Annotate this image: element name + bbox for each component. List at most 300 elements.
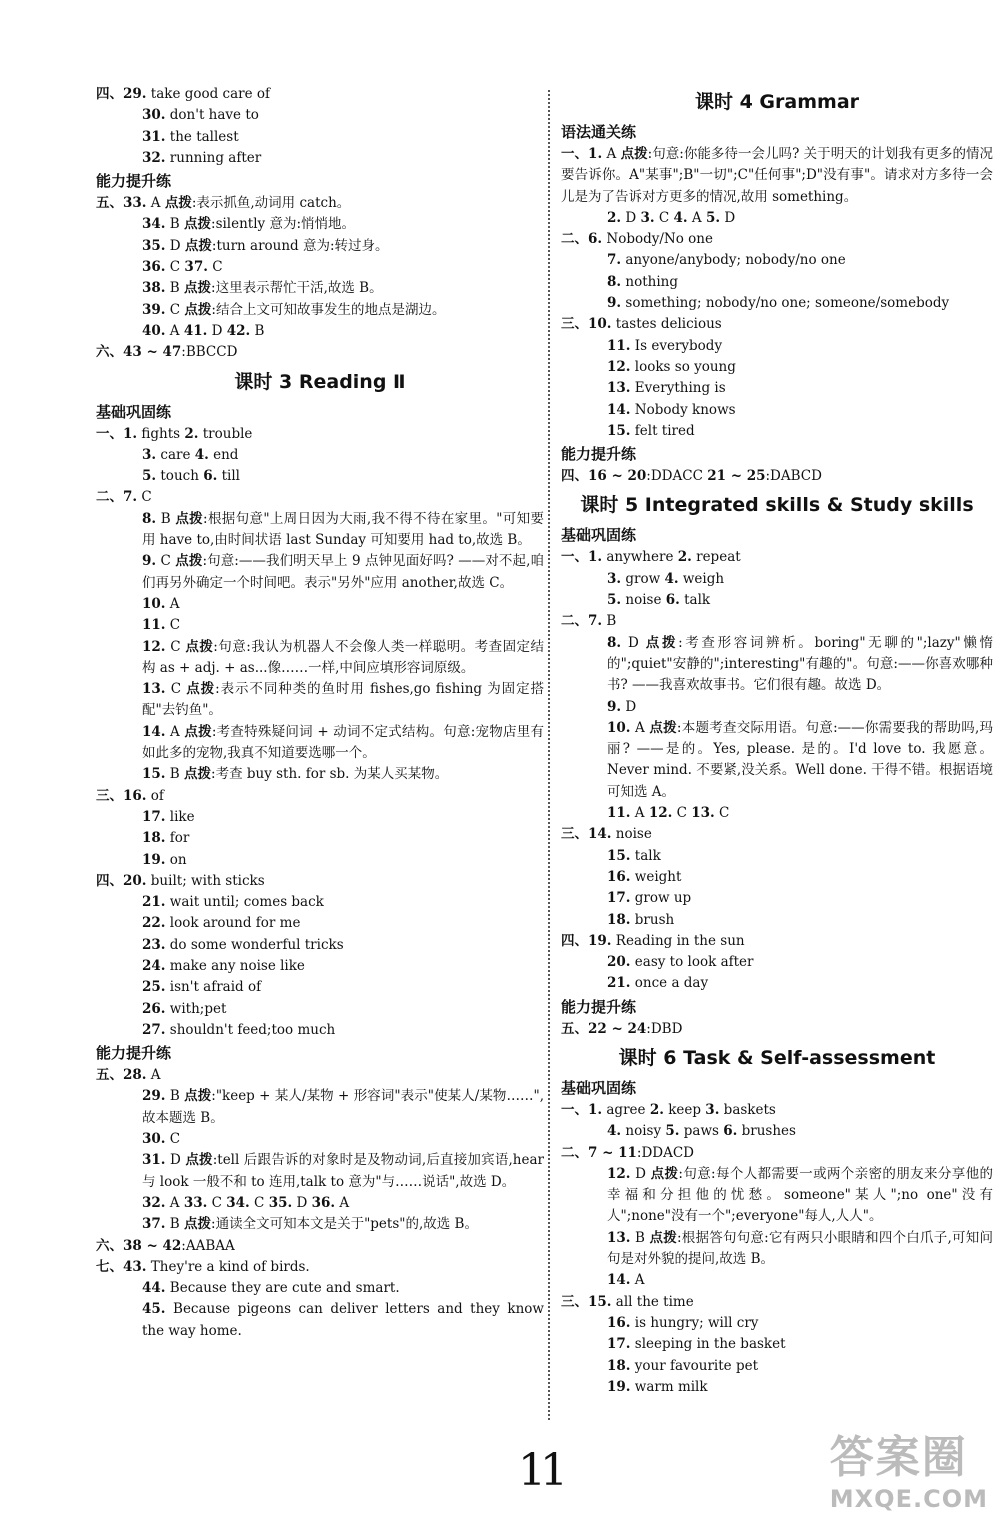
question-number: 44. [142, 1280, 166, 1297]
question-number: 五、22 ~ 24 [561, 1020, 647, 1037]
answer-line [561, 590, 993, 611]
answer-text: B [630, 1229, 645, 1246]
answer-line [96, 1236, 544, 1257]
answer-text: on [165, 851, 187, 868]
answer-text: :DDACC [646, 468, 708, 485]
answer-text: grow up [630, 890, 692, 907]
answer-text: A [165, 595, 180, 612]
answer-line [96, 913, 544, 934]
answer-text: is hungry; will cry [630, 1314, 759, 1331]
answer-line [561, 1334, 993, 1355]
explanation-text: :turn around 意为:转过身。 [211, 237, 389, 254]
answer-text: D [165, 1152, 181, 1169]
answer-text: make any noise like [165, 957, 305, 974]
answer-line [561, 293, 993, 314]
question-number: 一、1. [96, 425, 138, 442]
lesson-heading: 课时 5 Integrated skills & Study skills [580, 494, 974, 517]
answer-line [561, 378, 993, 399]
question-number: 12. [607, 1165, 631, 1182]
answer-line [561, 1356, 993, 1377]
question-number: 21. [607, 975, 631, 992]
answer-text: A [630, 805, 649, 822]
answer-text: C [165, 638, 181, 655]
answer-line [96, 424, 544, 445]
answer-line [561, 824, 993, 845]
explanation-text: :silently 意为:悄悄地。 [211, 216, 356, 233]
answer-line [96, 236, 544, 257]
explanation-text: :结合上文可知故事发生的地点是湖边。 [211, 301, 446, 318]
answer-text: for [165, 830, 190, 847]
question-number: 37. [184, 259, 208, 276]
question-number: 8. [607, 273, 622, 290]
question-number: 8. [142, 510, 157, 527]
answer-line [561, 1100, 993, 1121]
answer-text: :AABAA [181, 1237, 235, 1254]
left-column [96, 84, 544, 1342]
question-number: 20. [607, 954, 631, 971]
watermark-url: MXQE.COM [829, 1485, 988, 1513]
answer-line [96, 278, 544, 299]
question-number: 六、43 ~ 47 [96, 344, 182, 361]
question-number: 七、43. [96, 1258, 147, 1275]
section-title: 能力提升练 [96, 1044, 172, 1063]
answer-line [96, 1150, 544, 1193]
watermark-text: 答案圈 [829, 1432, 968, 1483]
answer-text: isn't afraid of [165, 979, 262, 996]
answer-text: keep [663, 1101, 706, 1118]
answer-line [96, 871, 544, 892]
answer-text: D [292, 1194, 312, 1211]
question-number: 24. [142, 957, 166, 974]
question-number: 一、1. [561, 146, 603, 162]
question-number: 38. [142, 280, 166, 297]
question-number: 9. [607, 698, 622, 715]
answer-text: don't have to [165, 107, 259, 124]
answer-text: A [146, 1067, 161, 1084]
answer-line [96, 1257, 544, 1278]
answer-text: C [165, 681, 182, 698]
tip-label: 点拨 [185, 638, 214, 655]
question-number: 4. [664, 570, 679, 587]
question-number: 五、33. [96, 195, 147, 212]
answer-text: B [165, 1088, 180, 1105]
question-number: 9. [142, 553, 157, 570]
answer-line [96, 1086, 544, 1129]
question-number: 14. [142, 723, 166, 740]
question-number: 21 ~ 25 [707, 468, 766, 485]
answer-line [96, 487, 544, 508]
answer-text: C [156, 553, 171, 570]
question-number: 33. [183, 1194, 208, 1211]
answer-text: Everything is [630, 380, 726, 397]
question-number: 35. [142, 237, 166, 254]
answer-line [96, 551, 544, 594]
question-number: 二、7. [96, 489, 138, 506]
tip-label: 点拨 [186, 681, 216, 698]
answer-line [96, 321, 544, 342]
answer-text: brushes [737, 1123, 796, 1140]
answer-text: Nobody knows [630, 401, 736, 418]
answer-text: noisy [621, 1123, 666, 1140]
question-number: 四、29. [96, 86, 147, 102]
answer-text: A [165, 1194, 184, 1211]
answer-line [96, 105, 544, 126]
answer-line [96, 1065, 544, 1086]
answer-text: :BBCCD [181, 344, 238, 361]
tip-label: 点拨 [649, 719, 677, 736]
answer-text: weight [630, 868, 682, 885]
tip-label: 点拨 [645, 634, 679, 651]
answer-line [561, 611, 993, 632]
answer-line [96, 764, 544, 785]
answer-text: A [165, 322, 184, 339]
answer-line [561, 867, 993, 888]
question-number: 34. [226, 1194, 250, 1211]
answer-text: noise [611, 826, 652, 843]
answer-line [96, 342, 544, 363]
question-number: 39. [142, 301, 166, 318]
answer-text: D [165, 237, 181, 254]
lesson-heading: 课时 4 Grammar [694, 91, 860, 113]
answer-line [96, 956, 544, 977]
answer-line [561, 229, 993, 250]
answer-line [96, 1193, 544, 1214]
answer-text: :DBD [646, 1020, 683, 1037]
answer-text: talk [679, 592, 711, 609]
tip-label: 点拨 [184, 723, 212, 740]
question-number: 10. [142, 595, 166, 612]
answer-line [96, 722, 544, 765]
answer-text: A [630, 719, 645, 736]
question-number: 18. [607, 1357, 631, 1374]
explanation-text: :考查特殊疑问词 + 动词不定式结构。句意:宠物店里有如此多的宠物,我真不知道要选哪一个。 [142, 723, 545, 762]
question-number: 30. [142, 107, 166, 124]
answer-text: your favourite pet [630, 1357, 759, 1374]
question-number: 13. [607, 1229, 631, 1246]
answer-line [96, 127, 544, 148]
question-number: 45. [142, 1301, 166, 1318]
answer-line [96, 999, 544, 1020]
answer-text: tastes delicious [611, 316, 722, 333]
explanation-text: :表示不同种类的鱼时用 fishes,go fishing 为固定搭配"去钓鱼"。 [142, 681, 545, 719]
tip-label: 点拨 [184, 237, 212, 254]
question-number: 15. [607, 422, 631, 439]
answer-line [561, 1228, 993, 1271]
answer-text: D [630, 1165, 646, 1182]
answer-line [561, 466, 993, 487]
answer-text: B [250, 322, 265, 339]
question-number: 17. [607, 890, 631, 907]
answer-text: something; nobody/no one; someone/somebody [621, 295, 950, 312]
answer-text: look around for me [165, 915, 301, 932]
answer-line [561, 1121, 993, 1142]
answer-line [561, 846, 993, 867]
answer-line [561, 144, 993, 208]
answer-text: B [165, 216, 180, 233]
answer-text: sleeping in the basket [630, 1336, 786, 1353]
answer-line [96, 1020, 544, 1041]
question-number: 12. [142, 638, 166, 655]
question-number: 42. [226, 322, 251, 339]
answer-text: Because pigeons can deliver letters and they know the way home. [142, 1301, 544, 1339]
answer-line [561, 633, 993, 697]
tip-label: 点拨 [649, 1229, 677, 1246]
question-number: 27. [142, 1021, 166, 1038]
section-title: 基础巩固练 [561, 526, 637, 545]
answer-text: :DABCD [765, 468, 822, 485]
question-number: 34. [142, 216, 166, 233]
question-number: 2. [649, 1101, 664, 1118]
question-number: 10. [607, 719, 631, 736]
explanation-text: :考查 buy sth. for sb. 为某人买某物。 [211, 766, 449, 783]
question-number: 36. [311, 1194, 336, 1211]
answer-text: till [217, 468, 240, 485]
answer-line [96, 892, 544, 913]
answer-line [561, 569, 993, 590]
answer-text: with;pet [165, 1000, 227, 1017]
answer-text: D [621, 634, 639, 651]
answer-text: C [165, 301, 181, 318]
question-number: 23. [142, 936, 166, 953]
question-number: 6. [203, 468, 218, 485]
lesson-heading: 课时 3 Reading Ⅱ [234, 370, 406, 393]
answer-text: the tallest [165, 128, 239, 145]
question-number: 17. [142, 808, 166, 825]
answer-line [561, 1270, 993, 1291]
tip-label: 点拨 [175, 510, 204, 527]
answer-text: :DDACD [636, 1144, 695, 1161]
answer-text: C [165, 1131, 181, 1148]
section-title: 语法通关练 [561, 123, 637, 141]
answer-text: weigh [678, 570, 725, 587]
answer-text: built; with sticks [146, 872, 265, 889]
answer-line [561, 1143, 993, 1164]
question-number: 三、16. [96, 787, 147, 804]
explanation-text: :本题考查交际用语。句意:——你需要我的帮助吗,玛丽? ——是的。Yes, please. 是的。I'd love to. 我愿意。Never mind. 不要紧,没关系。Well done. 干得不错。根据语境可知选 A。 [607, 719, 993, 800]
explanation-text: :句意:——我们明天早上 9 点钟见面好吗? ——对不起,咱们再另外确定一个时间吧。表示"另外"应用 another,故选 C。 [142, 553, 545, 591]
answer-line [96, 828, 544, 849]
question-number: 30. [142, 1131, 166, 1148]
question-number: 11. [607, 805, 631, 822]
question-number: 三、15. [561, 1293, 612, 1310]
answer-text: felt tired [630, 422, 695, 439]
question-number: 18. [142, 830, 166, 847]
question-number: 5. [665, 1123, 680, 1140]
question-number: 3. [705, 1101, 720, 1118]
answer-line [561, 910, 993, 931]
answer-text: C [137, 489, 152, 506]
explanation-text: :"keep + 某人/某物 + 形容词"表示"使某人/某物……",故本题选 B。 [142, 1088, 544, 1126]
answer-text: repeat [691, 549, 741, 566]
answer-text: C [165, 259, 185, 276]
answer-text: touch [156, 468, 204, 485]
answer-text: baskets [719, 1101, 776, 1118]
answer-line [561, 718, 993, 803]
answer-line [561, 314, 993, 335]
answer-text: talk [630, 847, 661, 864]
answer-line [561, 336, 993, 357]
answer-text: once a day [630, 975, 709, 992]
question-number: 31. [142, 1152, 166, 1169]
tip-label: 点拨 [175, 553, 203, 570]
answer-line [561, 400, 993, 421]
answer-line [561, 272, 993, 293]
answer-text: all the time [611, 1293, 694, 1310]
question-number: 16. [607, 1314, 631, 1331]
question-number: 36. [142, 259, 166, 276]
question-number: 19. [607, 1378, 631, 1395]
question-number: 5. [142, 468, 157, 485]
section-title: 基础巩固练 [96, 402, 172, 421]
section-title: 能力提升练 [561, 997, 637, 1016]
answer-line [96, 148, 544, 169]
question-number: 二、6. [561, 231, 603, 248]
answer-text: Nobody/No one [602, 231, 713, 248]
answer-text: A [687, 209, 706, 226]
answer-line [96, 1214, 544, 1235]
question-number: 26. [142, 1000, 166, 1017]
question-number: 40. [142, 322, 166, 339]
question-number: 4. [194, 446, 209, 463]
question-number: 22. [142, 915, 166, 932]
answer-text: D [720, 209, 736, 226]
question-number: 6. [665, 592, 680, 609]
answer-text: care [156, 446, 195, 463]
answer-text: easy to look after [630, 954, 754, 971]
answer-line [561, 931, 993, 952]
question-number: 15. [607, 847, 631, 864]
answer-line [561, 952, 993, 973]
explanation-text: :这里表示帮忙干活,故选 B。 [211, 280, 383, 297]
question-number: 4. [607, 1123, 622, 1140]
answer-line [96, 445, 544, 466]
answer-text: C [165, 617, 181, 634]
question-number: 37. [142, 1216, 166, 1233]
right-column [561, 84, 993, 1398]
answer-text: D [621, 698, 637, 715]
question-number: 5. [705, 209, 721, 226]
answer-text: brush [630, 911, 675, 928]
question-number: 3. [142, 446, 157, 463]
answer-line [96, 509, 544, 552]
question-number: 21. [142, 894, 166, 911]
tip-label: 点拨 [620, 146, 648, 162]
answer-text: C [714, 805, 730, 822]
question-number: 五、28. [96, 1067, 147, 1084]
question-number: 6. [723, 1123, 738, 1140]
answer-line [561, 421, 993, 442]
column-divider [548, 90, 550, 1420]
answer-line [96, 594, 544, 615]
answer-text: agree [602, 1101, 650, 1118]
question-number: 三、10. [561, 316, 612, 333]
answer-line [96, 615, 544, 636]
explanation-text: :考查形容词辨析。boring"无聊的";lazy"懒惰的";quiet"安静的";interesting"有趣的"。句意:——你喜欢哪种书? ——我喜欢故事书。它们很有趣。故选 D。 [607, 634, 993, 694]
answer-text: A [630, 1272, 645, 1289]
question-number: 11. [142, 617, 166, 634]
question-number: 32. [142, 1194, 166, 1211]
answer-text: running after [165, 149, 262, 166]
answer-text: B [165, 280, 180, 297]
answer-line [96, 977, 544, 998]
answer-text: noise [621, 592, 666, 609]
question-number: 3. [640, 209, 655, 226]
answer-text: of [146, 787, 164, 804]
explanation-text: :根据句意"上周日因为大雨,我不得不待在家里。"可知要用 have to,由时间状语 last Sunday 可知要用 had to,故选 B。 [142, 510, 545, 549]
section-title: 基础巩固练 [561, 1078, 637, 1097]
answer-line [96, 257, 544, 278]
question-number: 31. [142, 128, 166, 145]
answer-text: shouldn't feed;too much [165, 1021, 336, 1038]
answer-text: C [207, 259, 223, 276]
answer-text: end [208, 446, 239, 463]
question-number: 13. [607, 380, 631, 397]
answer-text: C [207, 1194, 227, 1211]
tip-label: 点拨 [184, 766, 212, 783]
question-number: 13. [142, 681, 166, 698]
question-number: 2. [607, 209, 622, 226]
answer-text: wait until; comes back [165, 894, 324, 911]
question-number: 六、38 ~ 42 [96, 1237, 182, 1254]
answer-text: C [672, 805, 692, 822]
explanation-text: :句意:你能多待一会儿吗? 关于明天的计划我有更多的情况要告诉你。A"某事";B"一切";C"任何事";D"没有事"。请求对方多待一会儿是为了告诉对方更多的情况,故用 something。 [561, 146, 993, 205]
answer-text: D [207, 322, 227, 339]
answer-text: B [602, 613, 617, 630]
explanation-text: :句意:我认为机器人不会像人类一样聪明。考查固定结构 as + adj. + as...像……一样,中间应填形容词原级。 [142, 638, 545, 676]
question-number: 14. [607, 401, 631, 418]
answer-line [561, 1313, 993, 1334]
question-number: 三、14. [561, 826, 612, 843]
section-title: 能力提升练 [96, 172, 172, 191]
answer-text: nothing [621, 273, 678, 290]
answer-text: B [156, 510, 171, 527]
answer-line [96, 193, 544, 214]
question-number: 4. [673, 209, 688, 226]
answer-line [561, 697, 993, 718]
question-number: 3. [607, 570, 622, 587]
answer-text: Reading in the sun [611, 932, 745, 949]
answer-line [96, 1278, 544, 1299]
question-number: 19. [142, 851, 166, 868]
answer-line [561, 803, 993, 824]
tip-label: 点拨 [184, 280, 212, 297]
answer-line [561, 1164, 993, 1228]
answer-line [561, 357, 993, 378]
answer-line [96, 935, 544, 956]
question-number: 2. [184, 425, 199, 442]
question-number: 17. [607, 1336, 631, 1353]
answer-line [96, 850, 544, 871]
tip-label: 点拨 [650, 1165, 679, 1182]
answer-text: A [146, 195, 161, 212]
answer-line [561, 973, 993, 994]
answer-text: grow [621, 570, 665, 587]
question-number: 16. [607, 868, 631, 885]
question-number: 2. [677, 549, 692, 566]
explanation-text: :tell 后跟告诉的对象时是及物动词,后直接加宾语,hear 与 look 一般不和 to 连用,talk to 意为"与……说话",故选 D。 [142, 1152, 544, 1190]
answer-text: Is everybody [630, 337, 723, 354]
question-number: 12. [648, 805, 673, 822]
answer-line [561, 208, 993, 229]
answer-text: C [654, 209, 674, 226]
answer-text: B [165, 766, 180, 783]
question-number: 四、19. [561, 932, 612, 949]
answer-line [561, 888, 993, 909]
tip-label: 点拨 [164, 195, 192, 212]
question-number: 5. [607, 592, 622, 609]
answer-line [96, 786, 544, 807]
answer-text: do some wonderful tricks [165, 936, 344, 953]
